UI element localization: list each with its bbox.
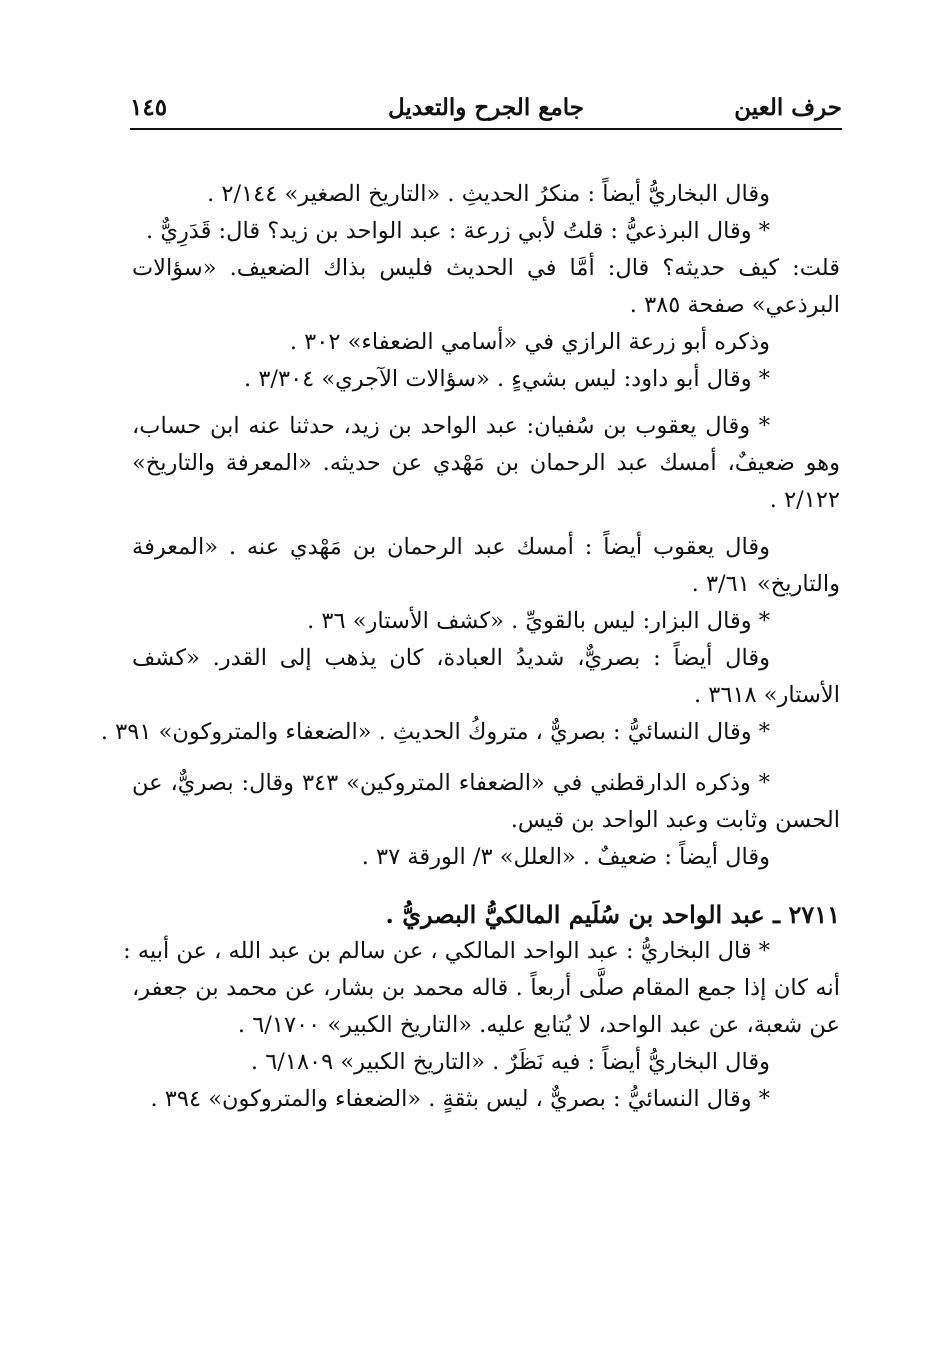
page-number: ١٤٥ [130,94,168,121]
text-line: والتاريخ» ٣/٦١ . [691,571,840,597]
text-line: * وقال النسائيُّ : بصريٌّ ، متروكُ الحديثِ . «الضعفاء والمتروكون» ٣٩١ . [100,719,770,745]
text-line: * وقال يعقوب بن سُفيان: عبد الواحد بن زيد، حدثنا عنه ابن حساب، [132,413,770,439]
chapter-heading: حرف العين [734,94,842,121]
text-line: * وقال البرذعيُّ : قلتُ لأبي زرعة : عبد الواحد بن زيد؟ قال: قَدَرِيٌّ . [146,218,770,244]
book-title: جامع الجرح والتعديل [387,94,585,121]
text-line: قلت: كيف حديثه؟ قال: أمَّا في الحديث فليس بذاك الضعيف. «سؤالات [132,255,840,281]
text-line: الأستار» ٣٦١٨ . [693,682,840,708]
entry-title: ٢٧١١ ـ عبد الواحد بن سُلَيم المالكيُّ البصريُّ . [385,900,840,929]
text-line: ٢/١٢٢ . [769,487,840,513]
text-line: وقال البخاريُّ أيضاً : منكرُ الحديثِ . «التاريخ الصغير» ٢/١٤٤ . [207,181,770,207]
text-line: وهو ضعيفٌ، أمسك عبد الرحمان بن مَهْدي عن حديثه. «المعرفة والتاريخ» [132,450,840,476]
text-line: وقال أيضاً : بصريٌّ، شديدُ العبادة، كان يذهب إلى القدر. «كشف [132,645,770,671]
text-line: وقال البخاريُّ أيضاً : فيه نَظَرٌ . «التاريخ الكبير» ٦/١٨٠٩ . [250,1049,770,1075]
text-line: أنه كان إذا جمع المقام صلَّى أربعاً . قاله محمد بن بشار، عن محمد بن جعفر، [132,975,840,1001]
text-line: * وقال النسائيُّ : بصريٌّ ، ليس بثقةٍ . «الضعفاء والمتروكون» ٣٩٤ . [150,1086,770,1112]
text-line: الحسن وثابت وعبد الواحد بن قيس. [510,807,840,833]
running-header [130,88,842,128]
text-line: * وذكره الدارقطني في «الضعفاء المتروكين» ٣٤٣ وقال: بصريٌّ، عن [132,770,770,796]
text-line: * وقال البزار: ليس بالقويِّ . «كشف الأستار» ٣٦ . [307,608,770,634]
text-line: وقال يعقوب أيضاً : أمسك عبد الرحمان بن مَهْدي عنه . «المعرفة [132,534,770,560]
text-line: عن شعبة، عن عبد الواحد، لا يُتابع عليه. «التاريخ الكبير» ٦/١٧٠٠ . [237,1012,840,1038]
text-line: وذكره أبو زرعة الرازي في «أسامي الضعفاء» ٣٠٢ . [289,329,770,355]
header-rule [130,128,842,130]
text-line: البرذعي» صفحة ٣٨٥ . [629,292,840,318]
text-line: * وقال أبو داود: ليس بشيءٍ . «سؤالات الآجري» ٣/٣٠٤ . [244,366,770,392]
text-line: * قال البخاريُّ : عبد الواحد المالكي ، عن سالم بن عبد الله ، عن أبيه : [123,938,770,964]
text-line: وقال أيضاً : ضعيفٌ . «العلل» ٣/ الورقة ٣٧ . [361,844,770,870]
page-body [100,176,840,1118]
